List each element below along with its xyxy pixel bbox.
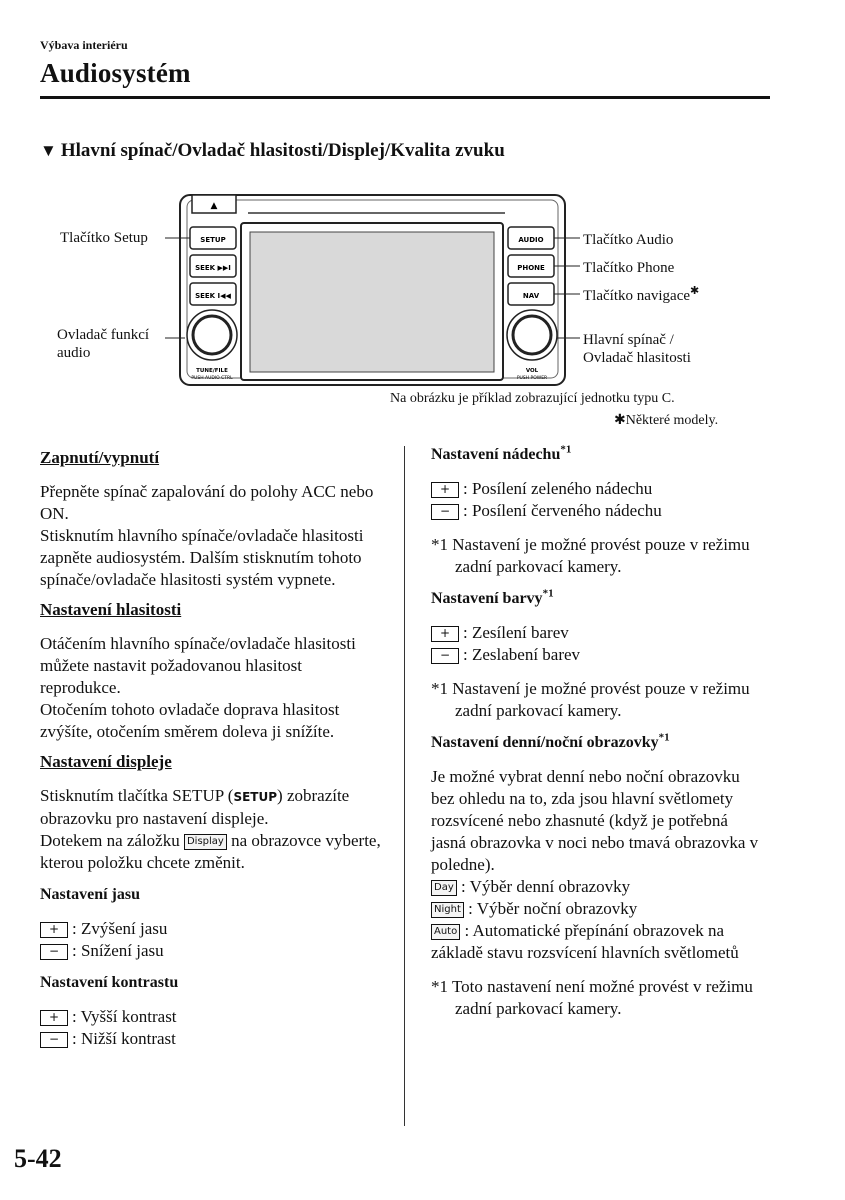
svg-text:TUNE/FILE: TUNE/FILE [196,368,228,374]
list-item: + : Vyšší kontrast [40,1006,382,1028]
minus-key: − [431,504,459,520]
svg-text:PUSH AUDIO CTRL: PUSH AUDIO CTRL [191,376,233,381]
paragraph: Dotekem na záložku Display na obrazovce vyberte, kterou položku chcete změnit. [40,831,381,872]
eject-icon: ▲ [210,201,218,211]
paragraph: Otočením tohoto ovladače doprava hlasitost zvýšíte, otočením směrem doleva ji snížíte. [40,700,340,741]
svg-text:PHONE: PHONE [517,264,545,272]
heading-display: Nastavení displeje [40,752,172,771]
list-item: − : Posílení červeného nádechu [431,500,766,522]
title-divider [40,96,770,99]
day-key: Day [431,880,457,896]
triangle-down-icon: ▼ [40,141,57,160]
column-divider [404,446,405,1126]
paragraph: Přepněte spínač zapalování do polohy ACC nebo ON. [40,482,374,523]
minus-key: − [40,1032,68,1048]
heading-power: Zapnutí/vypnutí [40,448,160,467]
audio-button-label: Tlačítko Audio [583,232,674,248]
audio-unit-diagram [0,180,845,390]
breadcrumb: Výbava interiéru [40,38,128,52]
display-area [250,232,494,372]
heading-contrast: Nastavení kontrastu [40,974,179,991]
page-title: Audiosystém [40,58,191,88]
plus-key: + [40,1010,68,1026]
svg-text:VOL: VOL [525,368,539,374]
svg-text:NAV: NAV [522,292,540,300]
nav-button-label: Tlačítko navigace✱ [583,285,700,304]
footnote: *1 Nastavení je možné provést pouze v režimu zadní parkovací kamery. [431,535,750,576]
display-tab-key: Display [184,834,227,850]
svg-text:PUSH POWER: PUSH POWER [516,376,548,381]
svg-text:SEEK ▶▶I: SEEK ▶▶I [195,264,231,272]
list-item: + : Posílení zeleného nádechu [431,478,766,500]
page-number: 5-42 [14,1144,62,1173]
svg-text:SETUP: SETUP [200,236,226,244]
svg-text:SEEK I◀◀: SEEK I◀◀ [195,292,231,300]
right-column [431,444,766,1020]
heading-tint: Nastavení nádechu$^{*1}$ [431,443,572,463]
power-knob-label-2: Ovladač hlasitosti [583,350,691,366]
list-item: + : Zvýšení jasu [40,918,382,940]
audio-knob-label-2: audio [57,345,91,361]
plus-key: + [431,482,459,498]
paragraph: Je možné vybrat denní nebo noční obrazovku bez ohledu na to, zda jsou hlavní světlomety rozsvícené nebo zhasnuté (když je potřebná jasná obrazovka v noci nebo tmavá obrazovka v poledne). [431,767,759,874]
power-knob-label-1: Hlavní spínač / [583,332,674,348]
list-item: Night : Výběr noční obrazovky [431,898,766,920]
paragraph: Stisknutím hlavního spínače/ovladače hlasitosti zapněte audiosystém. Dalším stisknutím tohoto spínače/ovladače hlasitosti systém vypnete. [40,526,364,589]
list-item: − : Snížení jasu [40,940,382,962]
plus-key: + [40,922,68,938]
setup-button-label: Tlačítko Setup [60,230,148,246]
phone-button-label: Tlačítko Phone [583,260,675,276]
list-item: − : Nižší kontrast [40,1028,382,1050]
auto-key: Auto [431,924,460,940]
left-column [40,447,382,1050]
list-item: Day : Výběr denní obrazovky [431,876,766,898]
list-item: − : Zeslabení barev [431,644,766,666]
svg-text:AUDIO: AUDIO [518,236,544,244]
list-item: + : Zesílení barev [431,622,766,644]
list-item: Auto : Automatické přepínání obrazovek na základě stavu rozsvícení hlavních světlometů [431,921,739,962]
paragraph: Otáčením hlavního spínače/ovladače hlasitosti můžete nastavit požadovanou hlasitost reprodukce. [40,634,356,697]
minus-key: − [431,648,459,664]
asterisk-icon: ✱ [690,285,700,297]
heading-day-night: Nastavení denní/noční obrazovky$^{*1}$ [431,731,670,751]
audio-knob-label-1: Ovladač funkcí [57,327,150,343]
section-heading [40,140,505,162]
diagram-footnote: ✱Některé modely. [614,413,719,428]
plus-key: + [431,626,459,642]
minus-key: − [40,944,68,960]
setup-key-icon: SETUP [233,790,278,804]
footnote: *1 Toto nastavení není možné provést v režimu zadní parkovací kamery. [431,977,753,1018]
diagram-caption: Na obrázku je příklad zobrazující jednotku typu C. [390,391,675,406]
heading-brightness: Nastavení jasu [40,886,141,903]
footnote: *1 Nastavení je možné provést pouze v režimu zadní parkovací kamery. [431,679,750,720]
paragraph: Stisknutím tlačítka SETUP (SETUP) zobrazíte obrazovku pro nastavení displeje. [40,786,350,828]
night-key: Night [431,902,464,918]
heading-color: Nastavení barvy$^{*1}$ [431,587,554,607]
heading-volume: Nastavení hlasitosti [40,600,182,619]
section-heading-text: Hlavní spínač/Ovladač hlasitosti/Displej/Kvalita zvuku [60,140,505,161]
